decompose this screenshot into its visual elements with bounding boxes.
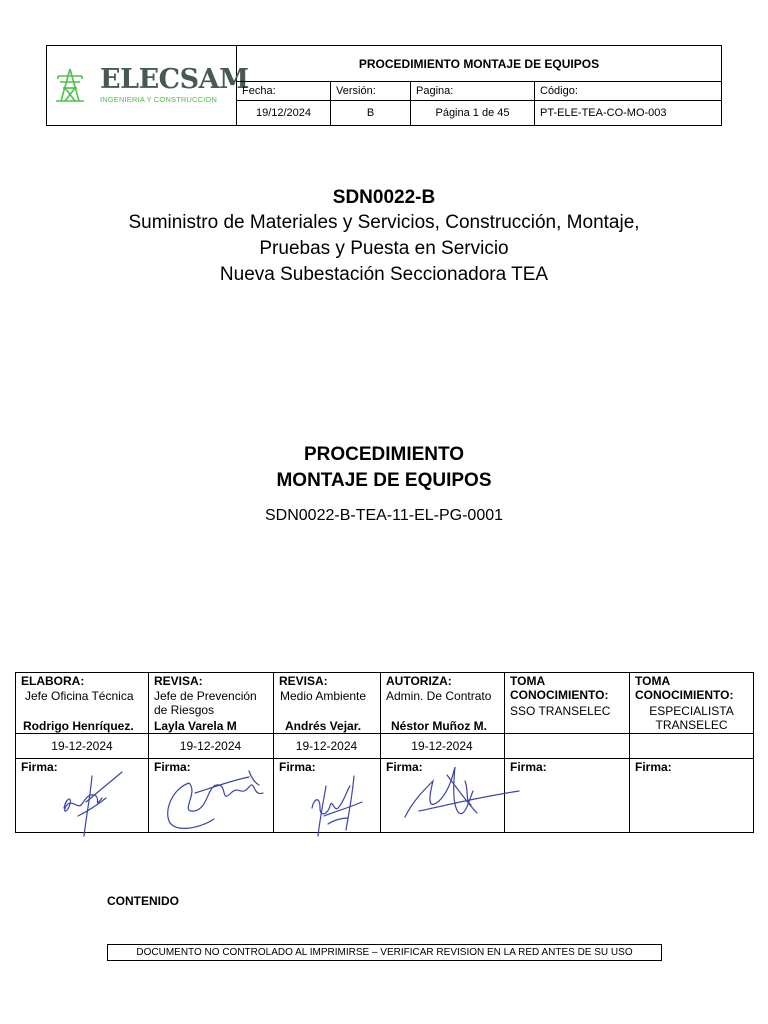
footer-notice: DOCUMENTO NO CONTROLADO AL IMPRIMIRSE – VERIFICAR REVISION EN LA RED ANTES DE SU USO [107,944,662,961]
version-value: B [331,101,411,125]
sig-firma-label-6: Firma: [635,760,672,774]
document-header [46,45,722,126]
sig-date-1: 19-12-2024 [51,739,113,753]
sig-person-2: Layla Varela M [154,719,237,733]
pagina-value: Página 1 de 45 [411,101,535,125]
codigo-label: Código: [540,85,578,97]
pagina-label: Pagina: [411,82,535,100]
project-line-2: Pruebas y Puesta en Servicio [259,238,509,259]
logo-cell [47,46,249,125]
sig-position-3: Medio Ambiente [280,689,367,703]
logo-name: ELECSAM [100,64,249,95]
sig-position-2: Jefe de Prevención de Riesgos [154,689,257,717]
project-line-1: Suministro de Materiales y Servicios, Construcción, Montaje, [128,212,640,233]
sig-position-6: ESPECIALISTA TRANSELEC [649,704,734,732]
project-line-3: Nueva Subestación Seccionadora TEA [219,264,549,285]
sig-firma-label-3: Firma: [279,760,316,774]
sig-role-1: ELABORA: [21,674,85,688]
procedure-title-line-1: PROCEDIMIENTO [303,444,465,465]
sig-firma-label-2: Firma: [154,760,191,774]
sig-role-6: TOMA CONOCIMIENTO: [635,674,734,702]
sig-date-3: 19-12-2024 [295,739,358,753]
version-label: Versión: [331,82,411,100]
procedure-title-line-2: MONTAJE DE EQUIPOS [276,470,492,491]
sig-role-2: REVISA: [154,674,203,688]
logo-subtitle: INGENIERIA Y CONSTRUCCION [100,95,217,104]
sig-person-1: Rodrigo Henríquez. [23,719,134,733]
sig-position-1: Jefe Oficina Técnica [25,689,134,703]
sig-date-4: 19-12-2024 [411,739,473,753]
sig-role-4: AUTORIZA: [386,674,452,688]
fecha-value: 19/12/2024 [237,101,331,125]
sig-person-4: Néstor Muñoz M. [391,719,487,733]
sig-role-5: TOMA CONOCIMIENTO: [510,674,609,702]
signature-1 [56,768,131,838]
signature-2 [159,763,269,833]
signature-4 [399,761,524,833]
sig-date-2: 19-12-2024 [179,739,242,753]
sig-firma-label-1: Firma: [21,760,58,774]
procedure-document-code: SDN0022-B-TEA-11-EL-PG-0001 [264,507,504,524]
signature-3 [298,768,378,843]
sig-person-3: Andrés Vejar. [285,719,362,733]
transmission-tower-icon [55,68,85,102]
signature-table [15,672,754,833]
header-title: PROCEDIMIENTO MONTAJE DE EQUIPOS [237,46,721,82]
sig-firma-label-4: Firma: [386,760,423,774]
sig-firma-label-5: Firma: [510,760,547,774]
header-labels-row [237,82,721,101]
codigo-value: PT-ELE-TEA-CO-MO-003 [540,107,667,119]
sig-role-3: REVISA: [279,674,328,688]
sig-position-5: SSO TRANSELEC [510,704,611,718]
sig-position-4: Admin. De Contrato [386,689,492,703]
fecha-label: Fecha: [237,82,331,100]
project-code: SDN0022-B [332,187,436,208]
contenido-heading: CONTENIDO [107,894,179,908]
header-values-row [237,101,721,125]
